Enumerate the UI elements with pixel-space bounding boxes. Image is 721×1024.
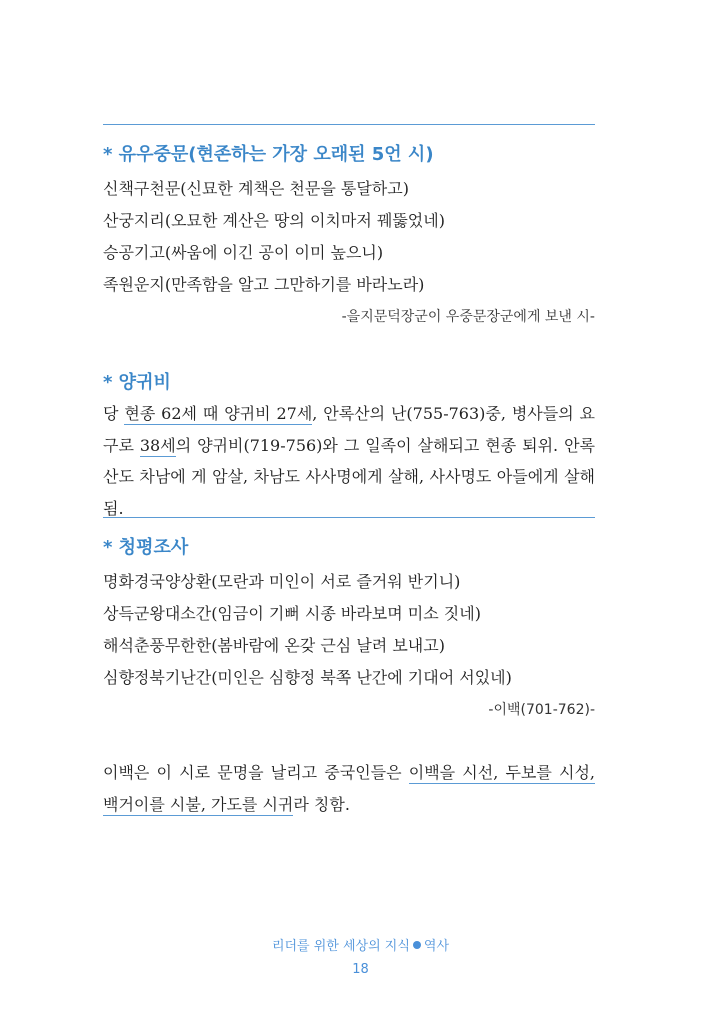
underlined-text: 이백을 시선, 두보를 시성, 백거이를 시불, 가도를 시귀 [103,763,595,814]
poem-line: 신책구천문(신묘한 계책은 천문을 통달하고) [103,179,409,198]
running-footer [0,935,721,954]
poem-line: 명화경국양상환(모란과 미인이 서로 즐거워 반기니) [103,572,461,591]
poem-attribution: -을지문덕장군이 우중문장군에게 보낸 시- [341,309,595,325]
underlined-text: 현종 62세 때 양귀비 27세 [124,404,313,423]
body-paragraph [103,398,595,524]
closing-paragraph [103,757,595,820]
chapter-name: 역사 [423,939,450,954]
poem-line: 상득군왕대소간(임금이 기뻐 시종 바라보며 미소 짓네) [103,604,481,623]
poem-line: 족원운지(만족함을 알고 그만하기를 바라노라) [103,275,425,294]
poem-line: 심향정북기난간(미인은 심향정 북쪽 난간에 기대어 서있네) [103,668,512,687]
section-heading: * 양귀비 [103,372,171,393]
section-divider [103,517,595,518]
poem-attribution: -이백(701-762)- [488,702,595,718]
underlined-text: 38세 [139,435,176,455]
paragraph-text: 라 칭함. [293,794,350,814]
section-heading: * 유우중문(현존하는 가장 오래된 5언 시) [103,144,434,165]
poem-line: 산궁지리(오묘한 계산은 땅의 이치마저 꿰뚫었네) [103,211,445,230]
paragraph-text: 의 양귀비(719-756)와 그 일족이 살해되고 현종 퇴위. 안록산도 차남에 게 암살, 차남도 사사명에게 살해, 사사명도 아들에게 살해됨. [103,435,595,518]
section-heading: * 청평조사 [103,537,189,558]
bullet-dot-icon [413,941,421,949]
page-number: 18 [352,962,369,977]
poem-line: 해석춘풍무한한(봄바람에 온갖 근심 날려 보내고) [103,636,445,655]
poem-line: 승공기고(싸움에 이긴 공이 이미 높으니) [103,243,384,262]
paragraph-text: , 안록산의 난(755-763)중, 병사들의 요구로 [103,404,595,455]
paragraph-text: 이백은 이 시로 문명을 날리고 중국인들은 [103,763,409,782]
paragraph-text: 당 [103,404,125,423]
section-divider [103,124,595,125]
book-title: 리더를 위한 세상의 지식 [271,939,410,954]
